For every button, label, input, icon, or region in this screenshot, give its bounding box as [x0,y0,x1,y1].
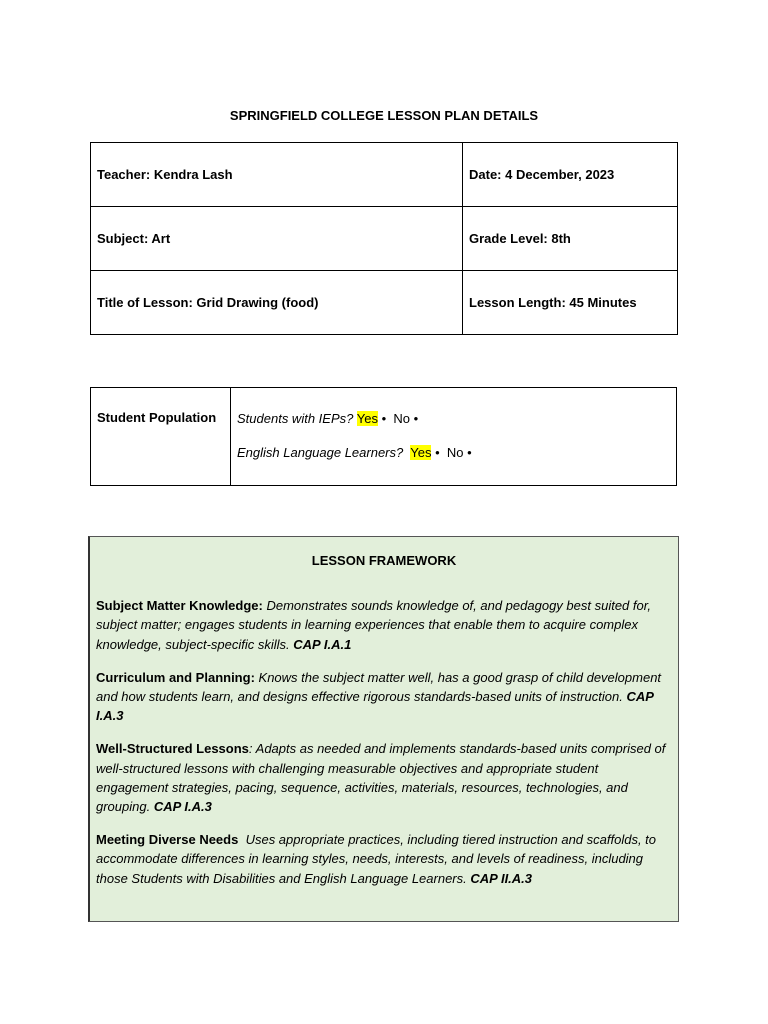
table-row [91,207,678,271]
framework-item-well-structured [96,739,672,816]
student-population-table [90,387,677,486]
lesson-details-table [90,142,678,335]
framework-item-diverse-needs [96,830,672,888]
iep-line [237,410,670,427]
teacher-cell: Teacher: Kendra Lash [91,143,463,207]
framework-item-subject-matter [96,596,672,654]
ell-no-option: No [446,445,464,460]
table-row [91,143,678,207]
bullet: • [413,411,419,426]
framework-item-code: CAP I.A.3 [153,799,212,815]
ell-question: English Language Learners? [237,445,404,460]
subject-cell: Subject: Art [91,207,463,271]
student-population-options [231,388,677,486]
framework-item-title: Meeting Diverse Needs [96,832,239,848]
grade-level-cell: Grade Level: 8th [463,207,678,271]
iep-question: Students with IEPs? [237,411,354,426]
bullet: • [381,411,387,426]
table-row [91,271,678,335]
framework-item-desc: Uses appropriate practices, including tiered instruction and scaffolds, to accommodate differences in learning styles, needs, interests, and levels of readiness, including those Students with Disabilities and English Language Learners. [96,832,657,886]
lesson-length-cell: Lesson Length: 45 Minutes [463,271,678,335]
framework-item-curriculum [96,668,672,726]
lesson-title-cell: Title of Lesson: Grid Drawing (food) [91,271,463,335]
framework-item-code: CAP I.A.1 [293,636,352,652]
table-row [91,388,677,486]
framework-item-desc: Knows the subject matter well, has a good grasp of child development and how students learn, and designs effective rigorous standards-based units of instruction. [96,669,662,705]
date-cell: Date: 4 December, 2023 [463,143,678,207]
lesson-framework-box [88,536,679,922]
bullet: • [435,445,440,460]
bullet: • [467,445,472,460]
framework-item-desc: : Adapts as needed and implements standards-based units comprised of well-structured lessons with challenging measurable objectives and appropriate student engagement strategies, pacing, sequence, activities, materials, resources, technologies, and grouping. [96,741,666,815]
iep-no-option: No [393,411,410,426]
ell-line [237,444,670,461]
framework-item-code: CAP II.A.3 [470,870,533,886]
framework-item-code: CAP I.A.3 [96,689,654,724]
framework-heading: LESSON FRAMEWORK [311,553,457,568]
framework-item-title: Well-Structured Lessons [96,741,249,757]
framework-item-desc: Demonstrates sounds knowledge of, and pedagogy best suited for, subject matter; engages students in learning experiences that enable them to acquire complex knowledge, subject-specific skills. [96,598,651,652]
iep-yes-option: Yes [356,411,378,426]
ell-yes-option: Yes [410,445,432,460]
page-title: SPRINGFIELD COLLEGE LESSON PLAN DETAILS [229,108,539,123]
framework-item-title: Curriculum and Planning: [96,669,255,685]
student-population-label: Student Population [91,388,231,486]
framework-item-title: Subject Matter Knowledge: [96,598,263,614]
